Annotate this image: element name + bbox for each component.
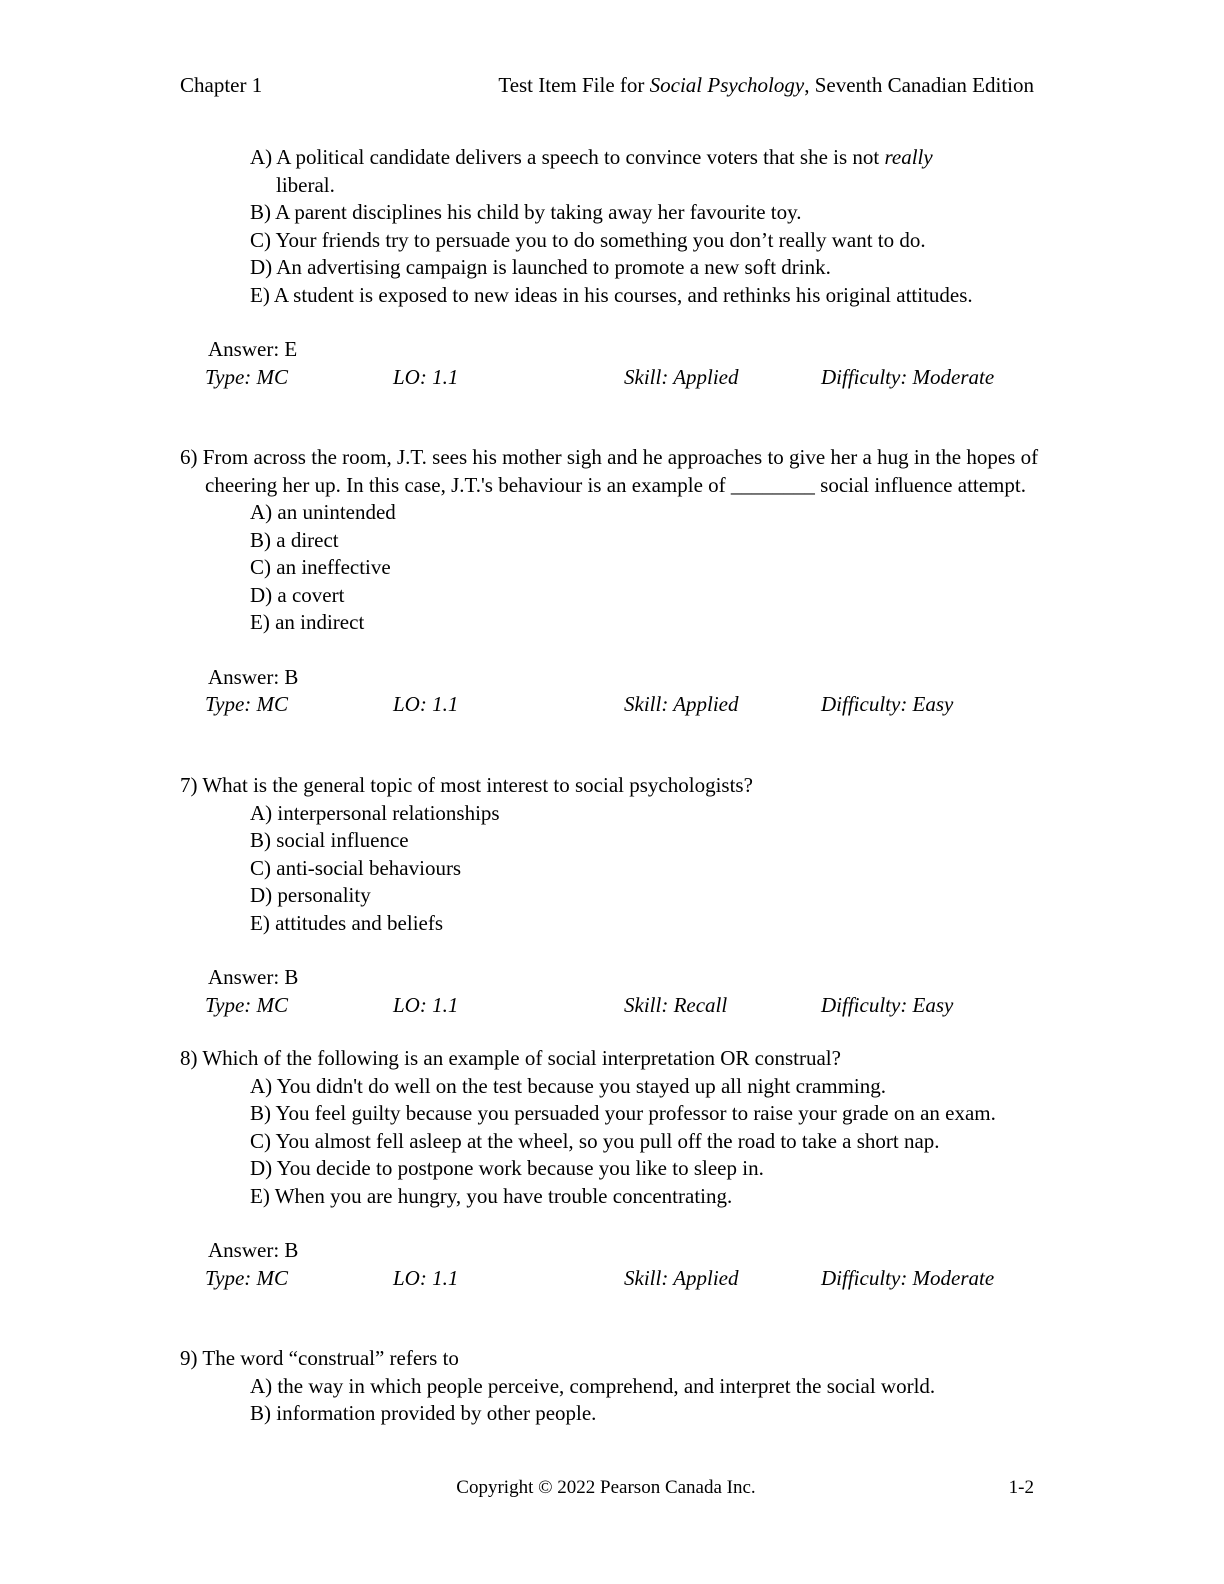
q7-option-e: E) attitudes and beliefs bbox=[250, 910, 444, 935]
q9-stem: 9) The word “construal” refers to bbox=[180, 1346, 459, 1370]
question-6 bbox=[180, 444, 1040, 719]
q5-option-d: D) An advertising campaign is launched to promote a new soft drink. bbox=[250, 255, 831, 279]
header-title bbox=[498, 72, 1034, 100]
q9-option-b: B) information provided by other people. bbox=[250, 1401, 597, 1425]
q6-meta bbox=[180, 691, 1040, 719]
q5-meta bbox=[180, 364, 1040, 392]
q6-option-a: A) an unintended bbox=[250, 500, 396, 524]
q6-difficulty: Difficulty: Easy bbox=[821, 692, 954, 716]
q8-option-e: E) When you are hungry, you have trouble concentrating. bbox=[250, 1183, 733, 1208]
q7-stem: 7) What is the general topic of most interest to social psychologists? bbox=[180, 773, 753, 797]
q9-option-a: A) the way in which people perceive, comprehend, and interpret the social world. bbox=[250, 1373, 936, 1398]
header-chapter: Chapter 1 bbox=[180, 73, 263, 97]
q6-stem: 6) From across the room, J.T. sees his mother sigh and he approaches to give her a hug in the hopes of cheering her up. In this case, J.T.'s behaviour is an example of ________ social influence attempt. bbox=[180, 445, 1039, 497]
q6-option-d: D) a covert bbox=[250, 582, 345, 607]
q6-option-b: B) a direct bbox=[250, 527, 339, 552]
question-5-tail bbox=[180, 144, 1040, 391]
q8-option-c: C) You almost fell asleep at the wheel, so you pull off the road to take a short nap. bbox=[250, 1128, 940, 1153]
q5-answer: Answer: E bbox=[208, 337, 298, 361]
header-title-prefix: Test Item File for bbox=[498, 73, 650, 97]
q5-option-b: B) A parent disciplines his child by taking away her favourite toy. bbox=[250, 200, 802, 224]
q8-meta bbox=[180, 1265, 1040, 1293]
q6-lo: LO: 1.1 bbox=[393, 692, 459, 716]
q5-option-c: C) Your friends try to persuade you to do something you don’t really want to do. bbox=[250, 227, 926, 252]
q8-option-a: A) You didn't do well on the test because you stayed up all night cramming. bbox=[250, 1073, 887, 1098]
q7-meta bbox=[180, 992, 1040, 1020]
q5-option-a: A) A political candidate delivers a speech to convince voters that she is not really liberal. bbox=[250, 145, 933, 197]
q5-difficulty: Difficulty: Moderate bbox=[821, 364, 995, 389]
footer-copyright: Copyright © 2022 Pearson Canada Inc. bbox=[456, 1477, 756, 1498]
q8-option-d: D) You decide to postpone work because you like to sleep in. bbox=[250, 1156, 764, 1180]
q8-type: Type: MC bbox=[205, 1265, 289, 1290]
q5-type: Type: MC bbox=[205, 364, 289, 389]
q5-option-e: E) A student is exposed to new ideas in his courses, and rethinks his original attitudes. bbox=[250, 282, 973, 307]
q8-option-b: B) You feel guilty because you persuaded your professor to raise your grade on an exam. bbox=[250, 1101, 996, 1125]
q8-stem: 8) Which of the following is an example of social interpretation OR construal? bbox=[180, 1046, 841, 1070]
q7-option-a: A) interpersonal relationships bbox=[250, 800, 500, 825]
q8-difficulty: Difficulty: Moderate bbox=[821, 1265, 995, 1290]
q7-answer: Answer: B bbox=[208, 965, 299, 989]
question-8 bbox=[180, 1045, 1040, 1292]
q7-lo: LO: 1.1 bbox=[393, 992, 459, 1017]
q7-type: Type: MC bbox=[205, 992, 289, 1017]
footer-page-number: 1-2 bbox=[1008, 1477, 1034, 1498]
q6-type: Type: MC bbox=[205, 692, 289, 716]
q5-lo: LO: 1.1 bbox=[393, 364, 459, 389]
q6-skill: Skill: Applied bbox=[624, 692, 739, 716]
q7-skill: Skill: Recall bbox=[624, 992, 728, 1017]
header-title-suffix: , Seventh Canadian Edition bbox=[804, 73, 1034, 97]
q5-skill: Skill: Applied bbox=[624, 364, 739, 389]
q8-skill: Skill: Applied bbox=[624, 1265, 739, 1290]
header-title-italic: Social Psychology bbox=[649, 73, 805, 97]
question-9 bbox=[180, 1345, 1040, 1428]
q7-option-c: C) anti-social behaviours bbox=[250, 855, 462, 880]
question-7 bbox=[180, 772, 1040, 1019]
q6-option-e: E) an indirect bbox=[250, 610, 365, 634]
q8-answer: Answer: B bbox=[208, 1238, 299, 1262]
q7-option-d: D) personality bbox=[250, 883, 371, 907]
q8-lo: LO: 1.1 bbox=[393, 1265, 459, 1290]
q7-difficulty: Difficulty: Easy bbox=[821, 992, 954, 1017]
q7-option-b: B) social influence bbox=[250, 828, 409, 852]
q6-answer: Answer: B bbox=[208, 664, 299, 689]
q6-option-c: C) an ineffective bbox=[250, 555, 391, 579]
